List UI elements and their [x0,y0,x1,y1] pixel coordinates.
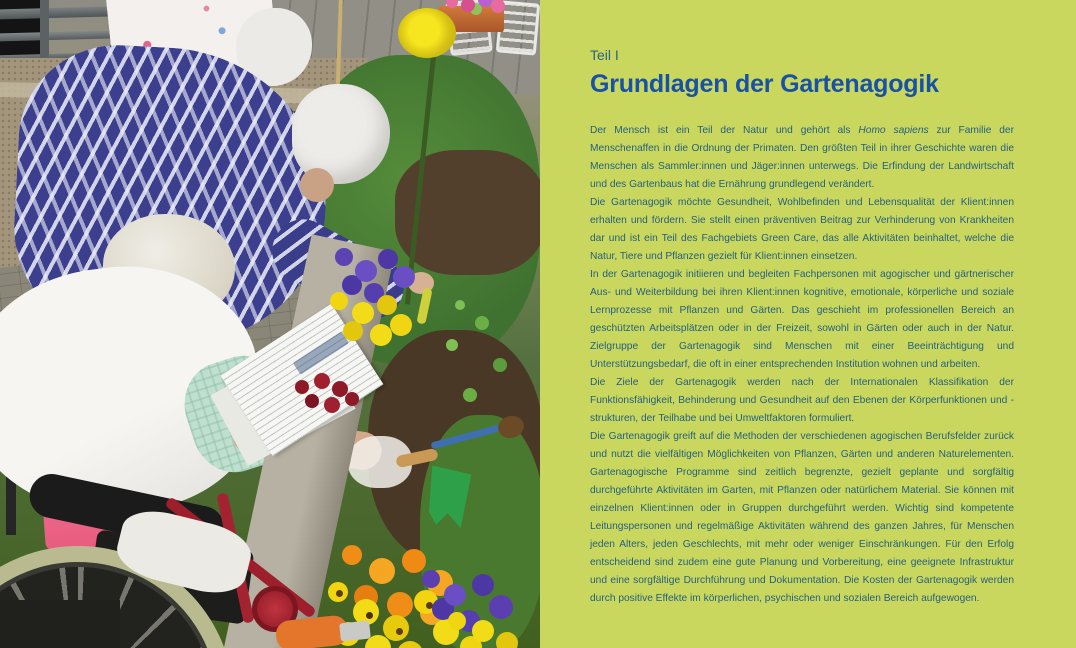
purple-pansies-lower [422,570,440,588]
shadow-bottom-left [0,600,120,648]
tool-metal-band [339,620,371,641]
railing-post [40,0,49,66]
body-paragraph: Die Gartenagogik möchte Gesundheit, Wohlbefinden und Lebensqualität der Klient:innen erhalten und fördern. Sie stellt einen präventiven Beitrag zur Verhinderung von Krankheiten dar und ist ein Teil des Fachgebiets Green Care, das alle Aktivitäten beinhaltet, welche die Natur, Tiere und Pflanzen gezielt für Klient:innen einsetzen. [590,197,1014,262]
body-paragraph: Der Mensch ist ein Teil der Natur und gehört als Homo sapiens zur Familie der Menschenaffen in die Ordnung der Primaten. Den größten Teil in ihrer Geschichte waren die Menschen als Sammler:innen und Jäger:innen unterwegs. Die Erfindung der Landwirtschaft und des Gartenbaus hat die Ernährung grundlegend verändert. [590,125,1014,190]
red-bellis-flowers [295,380,309,394]
purple-pansies-upper [335,248,353,266]
page-title: Grundlagen der Gartenagogik [590,70,939,98]
foliage-lower [420,415,540,648]
body-paragraph: In der Gartenagogik initiieren und begleiten Fachpersonen mit agogischer und gärtnerischer Aus- und Weiterbildung bei ihren Klient:innen kognitive, emotionale, körperliche und soziale Lernprozesse mit Pflanzen und Gärten. Das geschieht im professionellen Bereich an geschützten Arbeitsplätzen oder in der Freizeit, sowohl in Gärten oder auch in der Natur. Zielgruppe der Gartenagogik sind Menschen mit einer Beeinträchtigung und Unterstützungsbedarf, die oft in einer entsprechenden Institution wohnen und arbeiten. [590,269,1014,370]
foliage-sprigs [455,300,465,310]
face-hint [300,168,334,202]
orange-pansies [342,545,362,565]
text-page [540,0,1076,648]
body-text [590,122,1014,608]
pansy-dark-centers [336,590,343,597]
section-kicker: Teil I [590,47,619,63]
yellow-pansies-upper [330,292,348,310]
body-paragraph: Die Ziele der Gartenagogik werden nach der Internationalen Klassifikation der Funktionsfähigkeit, Behinderung und Gesundheit auf den Ebenen der Körperfunktionen und -strukturen, der Teilhabe und bei Umweltfaktoren formuliert. [590,377,1014,424]
yellow-pansies-right [448,612,466,630]
body-paragraph: Die Gartenagogik greift auf die Methoden der verschiedenen agogischen Berufsfelder zurück und nutzt die vielfältigen Möglichkeiten von Pflanzen, Gärten und anderen Naturelementen. Gartenagogische Programme sind zeitlich begrenzte, gezielt geplante und sorgfältig durchgeführte Aktivitäten im Garten, mit Pflanzen oder natürlichem Material. Sie können mit einzelnen Klient:innen oder in Gruppen durchgeführt werden. Wichtig sind kompetente Leitungspersonen und regelmäßige Aktivitäten während des ganzen Jahres, für Menschen jeden Alters, jeden Geschlechts, mit mehr oder weniger Einschränkungen. Für den Erfolg entscheidend sind zudem eine gute Planung und Vorbereitung, eine geeignete Infrastruktur und eine sorgfältige Durchführung und Dokumentation. Die Kosten der Gartenagogik werden durch positive Effekte im körperlichen, psychischen und sozialen Bereich aufgewogen. [590,431,1014,604]
yellow-rose [398,8,456,58]
